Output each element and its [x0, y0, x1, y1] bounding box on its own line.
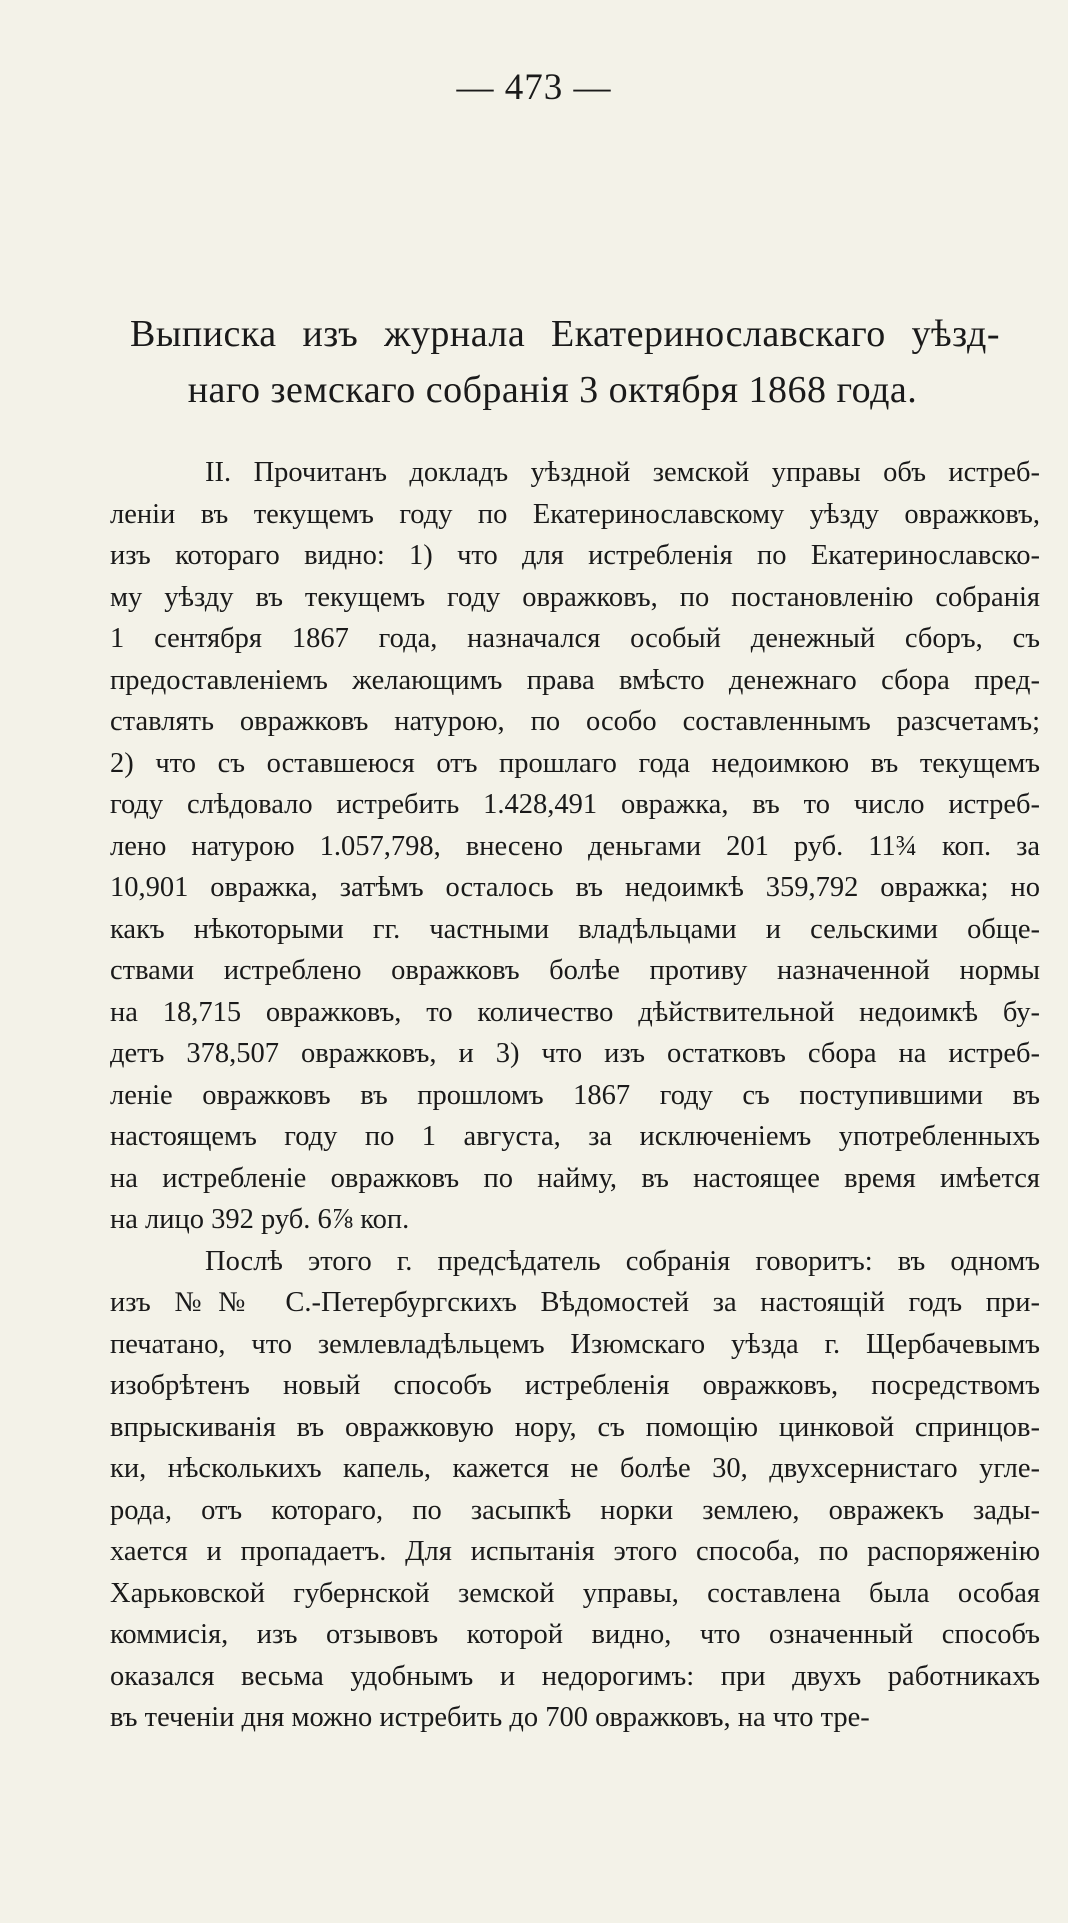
body-line: на истребленіе овражковъ по найму, въ настоящее время имѣется — [110, 1162, 1040, 1194]
body-line: лено натурою 1.057,798, внесено деньгами 201 руб. 11¾ коп. за — [110, 830, 1040, 862]
body-line: изобрѣтенъ новый способъ истребленія овражковъ, посредствомъ — [110, 1370, 1040, 1401]
body-line: детъ 378,507 овражковъ, и 3) что изъ остатковъ сбора на истреб- — [110, 1038, 1040, 1069]
body-line: впрыскиванія въ овражковую нору, съ помощію цинковой спринцов- — [110, 1411, 1040, 1443]
body-line: въ теченіи дня можно истребить до 700 овражковъ, на что тре- — [110, 1702, 870, 1733]
body-line: леніи въ текущемъ году по Екатеринославскому уѣзду овражковъ, — [110, 498, 1040, 530]
body-line: II. Прочитанъ докладъ уѣздной земской управы объ истреб- — [205, 457, 1040, 488]
body-line: му уѣзду въ текущемъ году овражковъ, по постановленію собранія — [110, 581, 1040, 613]
body-text — [110, 452, 1040, 1739]
body-line: 2) что съ оставшеюся отъ прошлаго года недоимкою въ текущемъ — [110, 747, 1040, 779]
page-number: — 473 — — [456, 67, 612, 108]
body-line: оказался весьма удобнымъ и недорогимъ: при двухъ работникахъ — [110, 1660, 1040, 1692]
body-line: 1 сентября 1867 года, назначался особый денежный сборъ, съ — [110, 623, 1040, 654]
body-line: какъ нѣкоторыми гг. частными владѣльцами и сельскими обще- — [110, 913, 1040, 945]
title-line: Выписка изъ журнала Екатеринославскаго уѣзд- — [130, 313, 1000, 355]
body-line: ствами истреблено овражковъ болѣе противу назначенной нормы — [110, 955, 1040, 986]
body-line: Послѣ этого г. предсѣдатель собранія говоритъ: въ одномъ — [205, 1245, 1040, 1277]
body-line: на 18,715 овражковъ, то количество дѣйствительной недоимкѣ бу- — [110, 996, 1040, 1028]
body-line: леніе овражковъ въ прошломъ 1867 году съ поступившими въ — [110, 1079, 1040, 1111]
body-line: изъ котораго видно: 1) что для истребленія по Екатеринославско- — [110, 540, 1040, 571]
body-line: коммисія, изъ отзывовъ которой видно, что означенный способъ — [110, 1619, 1040, 1650]
body-line: ставлять овражковъ натурою, по особо составленнымъ разсчетамъ; — [110, 706, 1040, 737]
body-line: рода, отъ котораго, по засыпкѣ норки землею, овражекъ зады- — [110, 1494, 1040, 1526]
body-line: предоставленіемъ желающимъ права вмѣсто денежнаго сбора пред- — [110, 664, 1040, 696]
body-line: изъ №№ С.-Петербургскихъ Вѣдомостей за настоящій годъ при- — [110, 1287, 1040, 1318]
body-line: печатано, что землевладѣльцемъ Изюмскаго уѣзда г. Щербачевымъ — [110, 1328, 1040, 1360]
body-line: Харьковской губернской земской управы, составлена была особая — [110, 1577, 1040, 1609]
body-line: хается и пропадаетъ. Для испытанія этого способа, по распоряженію — [110, 1536, 1040, 1567]
title-line: наго земскаго собранія 3 октября 1868 года. — [187, 369, 918, 411]
body-line: ки, нѣсколькихъ капель, кажется не болѣе 30, двухсернистаго угле- — [110, 1453, 1040, 1484]
body-line: на лицо 392 руб. 6⅞ коп. — [110, 1204, 410, 1235]
document-title — [130, 306, 1000, 418]
body-line: настоящемъ году по 1 августа, за исключеніемъ употребленныхъ — [110, 1121, 1040, 1152]
body-line: 10,901 овражка, затѣмъ осталось въ недоимкѣ 359,792 овражка; но — [110, 872, 1040, 903]
body-line: году слѣдовало истребить 1.428,491 овражка, въ то число истреб- — [110, 789, 1040, 820]
